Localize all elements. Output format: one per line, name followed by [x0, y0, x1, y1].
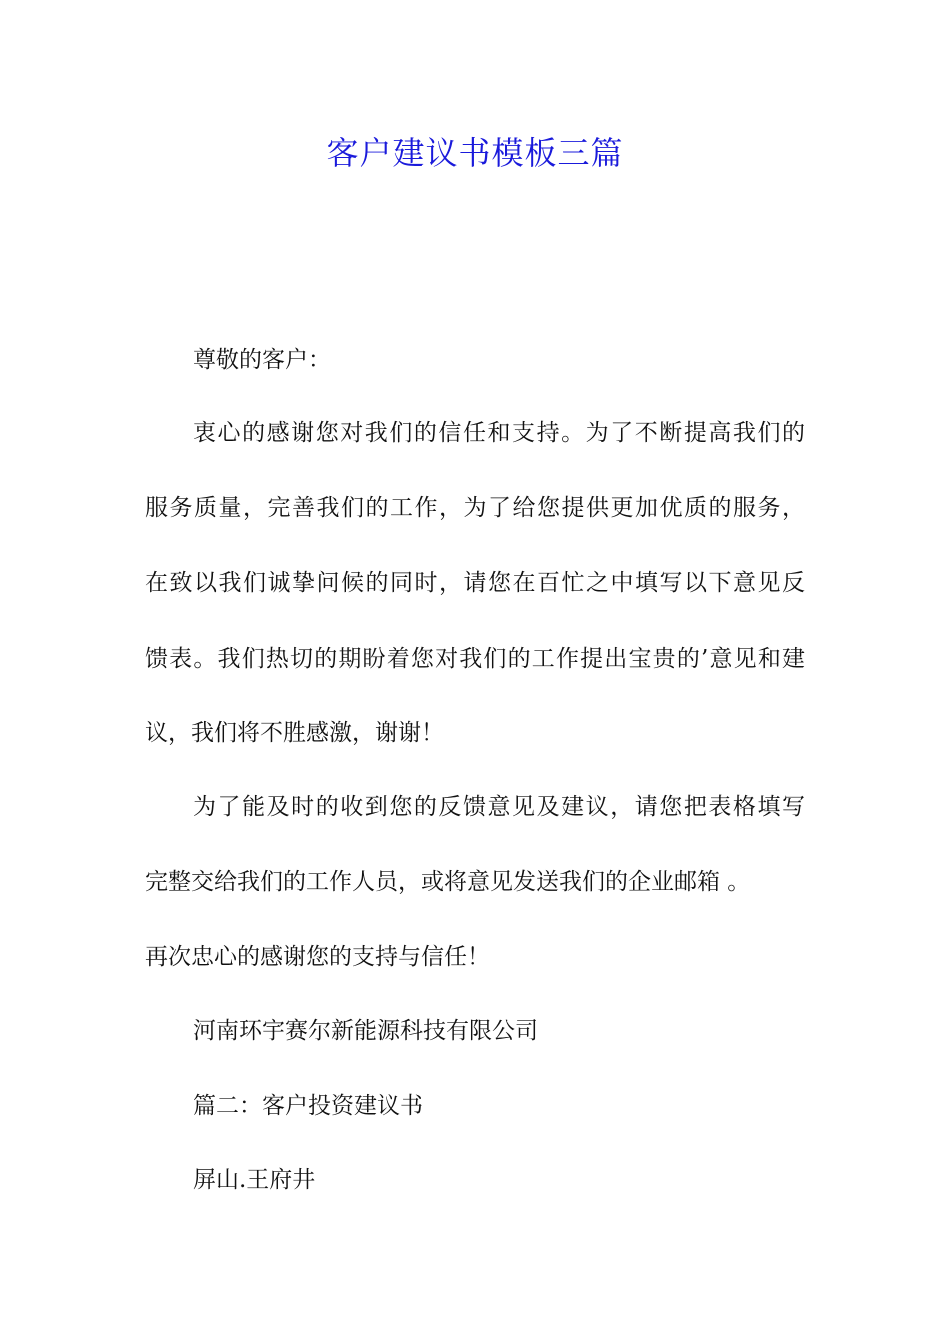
paragraph-2-line-3: 再次忠心的感谢您的支持与信任！	[145, 944, 490, 970]
paragraph-1-line-4: 馈表。我们热切的期盼着您对我们的工作提出宝贵的’意见和建	[145, 646, 805, 672]
paragraph-2-line-2: 完整交给我们的工作人员，或将意见发送我们的企业邮箱 。	[145, 869, 751, 895]
company-name: 河南环宇赛尔新能源科技有限公司	[193, 1018, 538, 1044]
paragraph-1-line-5: 议，我们将不胜感激，谢谢！	[145, 720, 444, 746]
paragraph-2-line-1: 为了能及时的收到您的反馈意见及建议，请您把表格填写	[193, 794, 805, 820]
location-line: 屏山.王府井	[193, 1167, 316, 1193]
section-heading: 篇二：客户投资建议书	[193, 1093, 423, 1119]
paragraph-1-line-1: 衷心的感谢您对我们的信任和支持。为了不断提高我们的	[193, 420, 805, 446]
salutation: 尊敬的客户：	[193, 347, 331, 373]
paragraph-1-line-3: 在致以我们诚挚问候的同时，请您在百忙之中填写以下意见反	[145, 570, 805, 596]
document-title: 客户建议书模板三篇	[326, 134, 624, 172]
paragraph-1-line-2: 服务质量，完善我们的工作，为了给您提供更加优质的服务，	[145, 495, 805, 521]
